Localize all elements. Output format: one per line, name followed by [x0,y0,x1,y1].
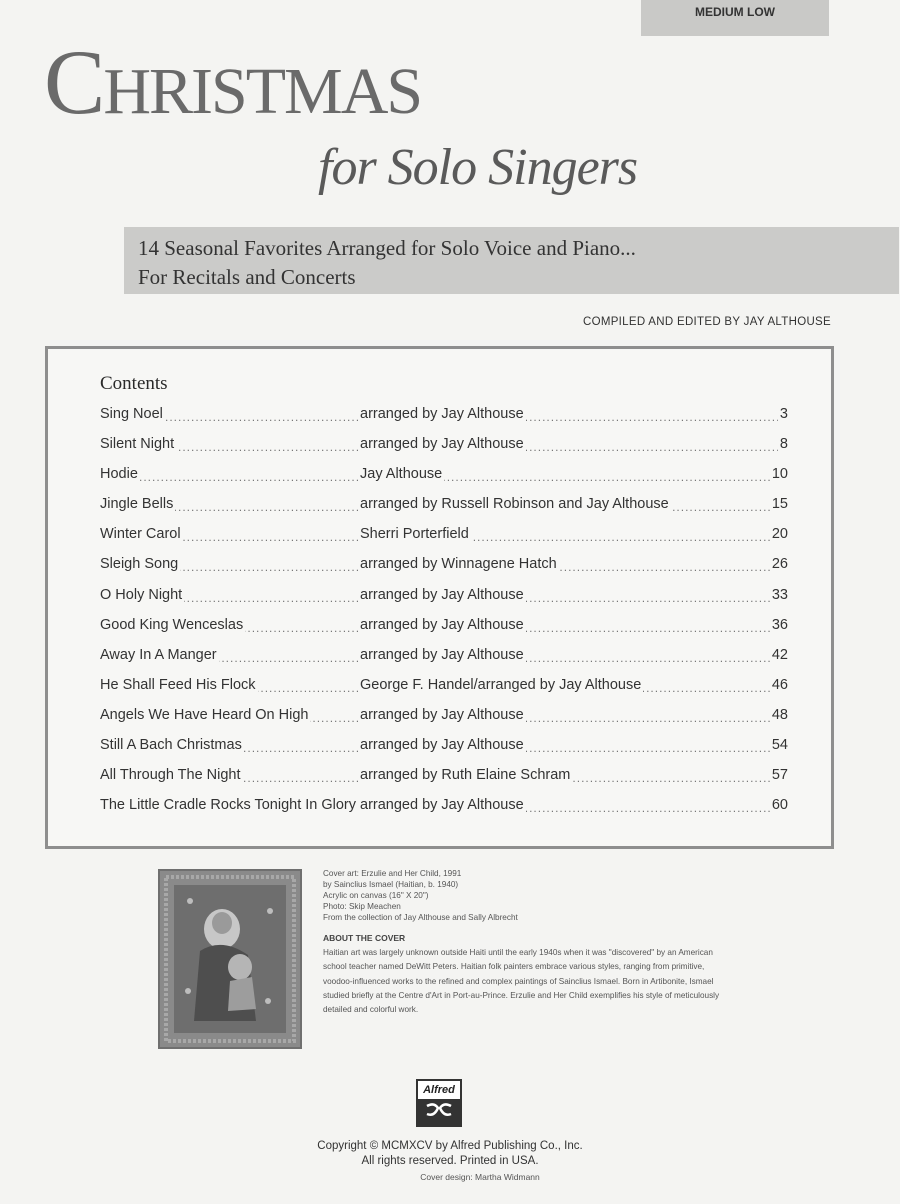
contents-row [100,494,788,524]
alfred-logo [416,1079,462,1127]
contents-row [100,404,788,434]
song-title: Still A Bach Christmas [100,737,242,754]
song-title: Sing Noel [100,406,163,422]
contents-row [100,464,788,494]
cover-credit-line-4: Photo: Skip Meachen [323,902,401,911]
song-title: Away In A Manger [100,646,217,663]
song-page-number: 20 [771,526,788,543]
contents-box [45,346,834,849]
description-banner [124,227,899,294]
alfred-logo-text: Alfred [418,1081,460,1099]
cover-art-thumbnail [158,869,302,1049]
song-title: Angels We Have Heard On High [100,706,309,723]
contents-row [100,585,788,615]
song-title: O Holy Night [100,586,183,603]
contents-row [100,554,788,584]
cover-credit-line-5: From the collection of Jay Althouse and Sally Albrecht [323,913,518,922]
copyright-notice [0,1139,900,1169]
voice-range-tab: MEDIUM LOW [641,0,829,36]
contents-row [100,524,788,554]
copyright-line-2: All rights reserved. Printed in USA. [361,1155,539,1167]
contents-row [100,735,788,765]
song-page-number: 42 [771,646,788,663]
song-title: Good King Wenceslas [100,616,244,633]
song-title: Hodie [100,466,138,483]
song-arranger: arranged by Jay Althouse [360,616,524,633]
song-title: Winter Carol [100,526,181,543]
song-title: He Shall Feed His Flock [100,676,256,693]
book-subtitle: for Solo Singers [318,139,638,196]
cover-art-image [160,871,300,1047]
song-arranger: arranged by Jay Althouse [360,406,524,422]
book-title [44,31,422,133]
title-initial: C [44,31,104,133]
song-page-number: 54 [771,737,788,754]
song-title: The Little Cradle Rocks Tonight In Glory [100,797,357,814]
song-page-number: 26 [771,556,788,573]
song-page-number: 3 [779,406,788,422]
song-arranger: arranged by Ruth Elaine Schram [360,767,571,784]
song-arranger: arranged by Jay Althouse [360,737,524,754]
contents-row [100,705,788,735]
contents-row [100,765,788,795]
song-page-number: 46 [771,676,788,693]
song-arranger: arranged by Jay Althouse [360,436,524,453]
alfred-logo-mark [418,1099,460,1125]
song-page-number: 48 [771,706,788,723]
song-page-number: 36 [771,616,788,633]
banner-line-2: For Recitals and Concerts [138,265,356,289]
song-arranger: Jay Althouse [360,466,443,483]
song-page-number: 57 [771,767,788,784]
cover-credit-line-2: by Sainclius Ismael (Haitian, b. 1940) [323,880,459,889]
cover-credit-line-3: Acrylic on canvas (16" X 20") [323,891,429,900]
contents-row [100,675,788,705]
cover-art-info [323,868,733,1017]
song-page-number: 60 [771,797,788,814]
song-page-number: 8 [779,436,788,453]
song-arranger: arranged by Jay Althouse [360,797,524,814]
copyright-line-1: Copyright © MCMXCV by Alfred Publishing Co., Inc. [317,1140,583,1152]
cover-credit-line-1: Cover art: Erzulie and Her Child, 1991 [323,869,462,878]
song-arranger: arranged by Winnagene Hatch [360,556,557,573]
song-arranger: Sherri Porterfield [360,526,469,543]
song-page-number: 10 [771,466,788,483]
song-page-number: 33 [771,586,788,603]
title-rest: HRISTMAS [103,55,422,128]
compiled-by: COMPILED AND EDITED BY JAY ALTHOUSE [582,316,831,328]
song-title: Sleigh Song [100,556,179,573]
about-cover-text: Haitian art was largely unknown outside Haiti until the early 1940s when it was "discovered" by an American school teacher named DeWitt Peters. Haitian folk painters embrace various styles, ranging from primitive, voodoo-influenced works to the refined and complex paintings of Sainclius Ismael. Born in Artibonite, Ismael studied briefly at the Centre d'Art in Port-au-Prince. Erzulie and Her Child exemplifies his style of meticulously detailed and colorful work. [323,948,720,1015]
song-title: Jingle Bells [100,496,174,513]
song-title: Silent Night [100,436,175,453]
song-arranger: arranged by Jay Althouse [360,706,524,723]
song-page-number: 15 [771,496,788,513]
song-arranger: George F. Handel/arranged by Jay Althouse [360,676,642,693]
song-title: All Through The Night [100,767,241,784]
contents-row [100,434,788,464]
about-cover-heading: ABOUT THE COVER [323,933,406,943]
cover-design-credit: Cover design: Martha Widmann [420,1172,540,1182]
contents-row [100,615,788,645]
contents-list [100,404,788,825]
contents-heading: Contents [100,373,168,394]
song-arranger: arranged by Jay Althouse [360,586,524,603]
banner-line-1: 14 Seasonal Favorites Arranged for Solo Voice and Piano... [138,236,636,260]
song-arranger: arranged by Russell Robinson and Jay Althouse [360,496,669,513]
song-arranger: arranged by Jay Althouse [360,646,524,663]
contents-row [100,795,788,825]
contents-row [100,645,788,675]
